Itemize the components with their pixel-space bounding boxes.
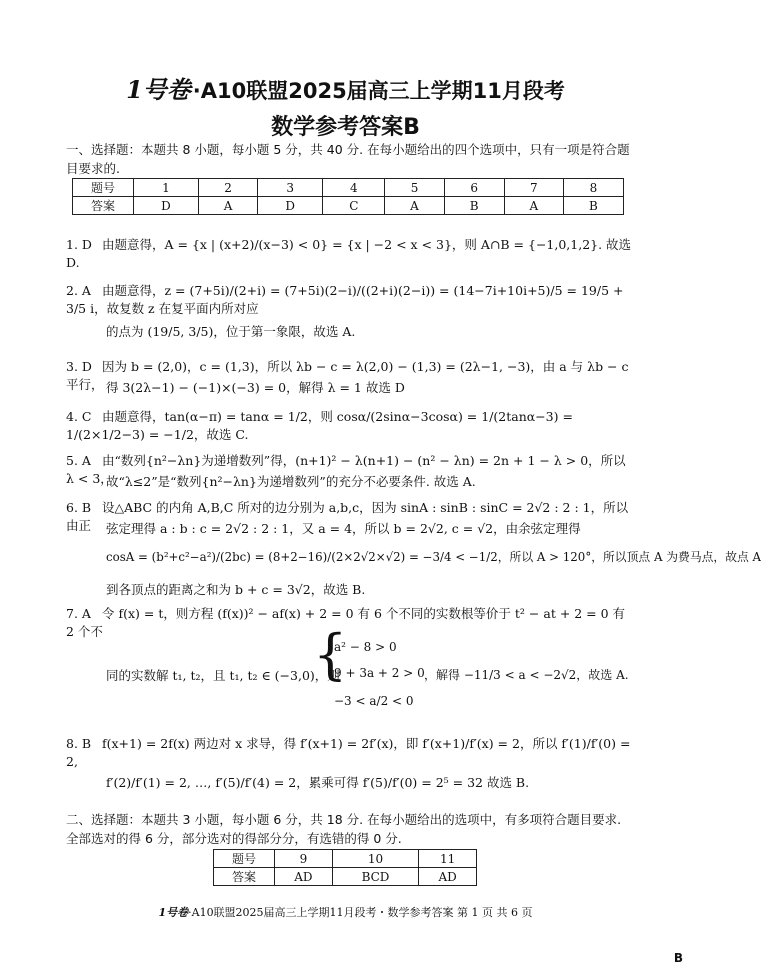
- section1-heading: 一、选择题：本题共 8 小题，每小题 5 分，共 40 分. 在每小题给出的四个选项中，只有一项是符合题目要求的.: [66, 142, 630, 176]
- table-cell: 6: [444, 179, 504, 197]
- question-number: 7. A: [66, 606, 91, 621]
- system-condition-2: 9 + 3a + 2 > 0: [334, 666, 425, 680]
- answer-key-title: 数学参考答案B: [271, 115, 420, 140]
- table-cell: AD: [419, 868, 477, 886]
- question-solution-line: 由“数列{n²−λn}为递增数列”得，(n+1)² − λ(n+1) − (n² − λn) = 2n + 1 − λ > 0，所以 λ < 3，: [66, 453, 626, 486]
- table-cell: 10: [332, 850, 418, 868]
- question-number: 1. D: [66, 237, 92, 252]
- question-number: 8. B: [66, 736, 92, 751]
- table-label-answer: 答案: [73, 197, 134, 215]
- question-solution-line: 设△ABC 的内角 A,B,C 所对的边分别为 a,b,c，因为 sinA : sinB : sinC = 2√2 : 2 : 1，所以由正: [66, 500, 629, 533]
- table-cell: 2: [198, 179, 257, 197]
- table-cell: B: [563, 197, 623, 215]
- system-condition-1: a² − 8 > 0: [334, 640, 397, 654]
- question-7-line2a: 同的实数解 t₁, t₂，且 t₁, t₂ ∈ (−3,0)，则: [106, 668, 340, 683]
- question-number: 3. D: [66, 359, 92, 374]
- version-mark: B: [673, 951, 683, 965]
- question-number: 4. C: [66, 409, 92, 424]
- question-number: 5. A: [66, 453, 91, 468]
- question-3-line2: 得 3(2λ−1) − (−1)×(−3) = 0，解得 λ = 1 故选 D: [106, 380, 405, 395]
- question-solution: 由题意得，A = {x | (x+2)/(x−3) < 0} = {x | −2 < x < 3}，则 A∩B = {−1,0,1,2}. 故选 D.: [66, 237, 632, 270]
- table-cell: 5: [385, 179, 444, 197]
- exam-title: [0, 70, 691, 105]
- table-label-number: 题号: [214, 850, 275, 868]
- question-2: [66, 282, 636, 318]
- question-8: [66, 735, 636, 771]
- question-7: [66, 605, 636, 641]
- question-2-line2: 的点为 (19/5, 3/5)，位于第一象限，故选 A.: [106, 324, 356, 339]
- table-row-answers: [73, 197, 624, 215]
- question-6-line4: 到各顶点的距离之和为 b + c = 3√2，故选 B.: [106, 582, 366, 597]
- table-cell: A: [385, 197, 444, 215]
- question-number: 2. A: [66, 283, 91, 298]
- table-cell: 9: [275, 850, 333, 868]
- question-7-line2b: ，解得 −11/3 < a < −2√2，故选 A.: [424, 668, 629, 682]
- question-8-line2: f′(2)/f′(1) = 2, …, f′(5)/f′(4) = 2，累乘可得 f′(5)/f′(0) = 2⁵ = 32 故选 B.: [106, 775, 530, 790]
- answer-table-1: [72, 178, 624, 215]
- table-cell: A: [504, 197, 563, 215]
- footer-logo: 1号卷: [158, 906, 189, 919]
- section2-heading: 二、选择题：本题共 3 小题，每小题 6 分，共 18 分. 在每小题给出的选项中，有多项符合题目要求. 全部选对的得 6 分，部分选对的得部分分，有选错的得 0 分.: [66, 812, 622, 846]
- question-solution: 由题意得，tan(α−π) = tanα = 1/2，则 cosα/(2sinα−3cosα) = 1/(2tanα−3) = 1/(2×1/2−3) = −1/2，故选 C.: [66, 409, 573, 442]
- table-cell: 3: [258, 179, 323, 197]
- table-cell: B: [444, 197, 504, 215]
- table-cell: D: [134, 197, 199, 215]
- question-solution-line: 因为 b = (2,0)，c = (1,3)，所以 λb − c = λ(2,0) − (1,3) = (2λ−1, −3)，由 a 与 λb − c 平行，: [66, 359, 629, 392]
- table-cell: 8: [563, 179, 623, 197]
- answer-table-2: [213, 849, 477, 886]
- table-row-numbers: [214, 850, 477, 868]
- question-6-line2: 弦定理得 a : b : c = 2√2 : 2 : 1，又 a = 4，所以 b = 2√2, c = √2，由余弦定理得: [106, 521, 581, 536]
- table-cell: AD: [275, 868, 333, 886]
- table-label-answer: 答案: [214, 868, 275, 886]
- question-number: 6. B: [66, 500, 92, 515]
- table-cell: C: [323, 197, 385, 215]
- footer-text: ·A10联盟2025届高三上学期11月段考・数学参考答案 第 1 页 共 6 页: [188, 906, 533, 919]
- page-footer: [0, 904, 691, 920]
- exam-title-text: ·A10联盟2025届高三上学期11月段考: [192, 79, 565, 103]
- table-cell: D: [258, 197, 323, 215]
- system-brace: {: [313, 623, 348, 686]
- question-solution-line: 令 f(x) = t，则方程 (f(x))² − af(x) + 2 = 0 有 6 个不同的实数根等价于 t² − at + 2 = 0 有 2 个不: [66, 606, 626, 639]
- question-6-line3: cosA = (b²+c²−a²)/(2bc) = (8+2−16)/(2×2√2×√2) = −3/4 < −1/2，所以 A > 120°，所以顶点 A 为费马点，故点 A: [106, 550, 761, 564]
- question-4: [66, 408, 636, 444]
- table-row-numbers: [73, 179, 624, 197]
- question-1: [66, 236, 636, 272]
- table-cell: 7: [504, 179, 563, 197]
- brand-logo: 1号卷: [126, 75, 191, 104]
- table-cell: A: [198, 197, 257, 215]
- table-row-answers: [214, 868, 477, 886]
- table-cell: 1: [134, 179, 199, 197]
- table-label-number: 题号: [73, 179, 134, 197]
- question-5-line2: 故“λ≤2”是“数列{n²−λn}为递增数列”的充分不必要条件. 故选 A.: [106, 474, 476, 489]
- system-condition-3: −3 < a/2 < 0: [334, 694, 414, 708]
- question-solution-line: f(x+1) = 2f(x) 两边对 x 求导，得 f′(x+1) = 2f′(x)，即 f′(x+1)/f′(x) = 2，所以 f′(1)/f′(0) = 2,: [66, 736, 631, 769]
- question-solution-line: 由题意得，z = (7+5i)/(2+i) = (7+5i)(2−i)/((2+i)(2−i)) = (14−7i+10i+5)/5 = 19/5 + 3/5 i，故复数 z 在复平面内所对应: [66, 283, 624, 316]
- table-cell: BCD: [332, 868, 418, 886]
- table-cell: 4: [323, 179, 385, 197]
- table-cell: 11: [419, 850, 477, 868]
